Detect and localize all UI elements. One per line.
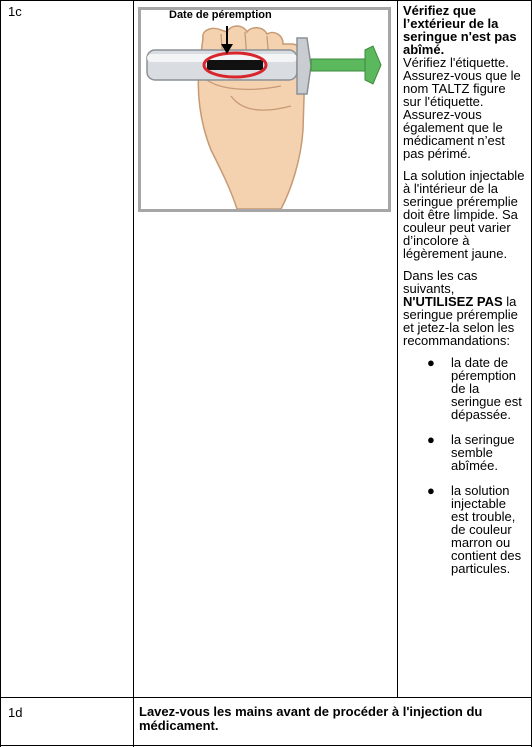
expiry-date-label: Date de péremption (169, 9, 272, 21)
bullet-list (403, 356, 525, 575)
syringe-figure (138, 7, 391, 212)
para3 (403, 269, 525, 347)
list-item: ● la solution injectable est trouble, de couleur marron ou contient des particules. (427, 483, 522, 576)
para3-prefix: Dans les cas suivants, (403, 268, 478, 296)
bullet-icon: ● (427, 432, 435, 447)
list-item: ● la seringue semble abîmée. (427, 432, 515, 473)
column-divider-2 (397, 0, 398, 697)
heading-text: Vérifiez que l’extérieur de la seringue n'est pas abîmé. (403, 3, 517, 57)
step-number: 1c (8, 4, 22, 19)
syringe-in-hand-illustration-icon (141, 10, 388, 209)
do-not-use-warning: N'UTILISEZ PAS (403, 294, 503, 309)
para2-text: La solution injectable à l'intérieur de la seringue préremplie doit être limpide. Sa couleur peut varier d’incolore à légèrement jaune. (403, 168, 525, 261)
list-item: ● la date de péremption de la seringue est dépassée. (427, 355, 522, 422)
table-border-top (0, 0, 532, 1)
bullet-icon: ● (427, 483, 435, 498)
table-border-left (0, 0, 1, 747)
step-1c-heading (403, 4, 525, 160)
column-divider-1 (133, 0, 134, 747)
step-1d-instruction: Lavez-vous les mains avant de procéder à l'injection du médicament. (139, 704, 483, 733)
bullet-icon: ● (427, 355, 435, 370)
para3-suffix: la seringue préremplie et jetez-la selon les recommandations: (403, 294, 518, 348)
step-number: 1d (8, 705, 23, 720)
table-border-bottom (0, 745, 532, 746)
row-divider (0, 697, 532, 698)
step-1c-instructions (403, 4, 525, 587)
para1-text: Vérifiez l'étiquette. Assurez-vous que le nom TALTZ figure sur l'étiquette. Assurez-vous également que le médicament n’est pas périmé. (403, 55, 521, 161)
